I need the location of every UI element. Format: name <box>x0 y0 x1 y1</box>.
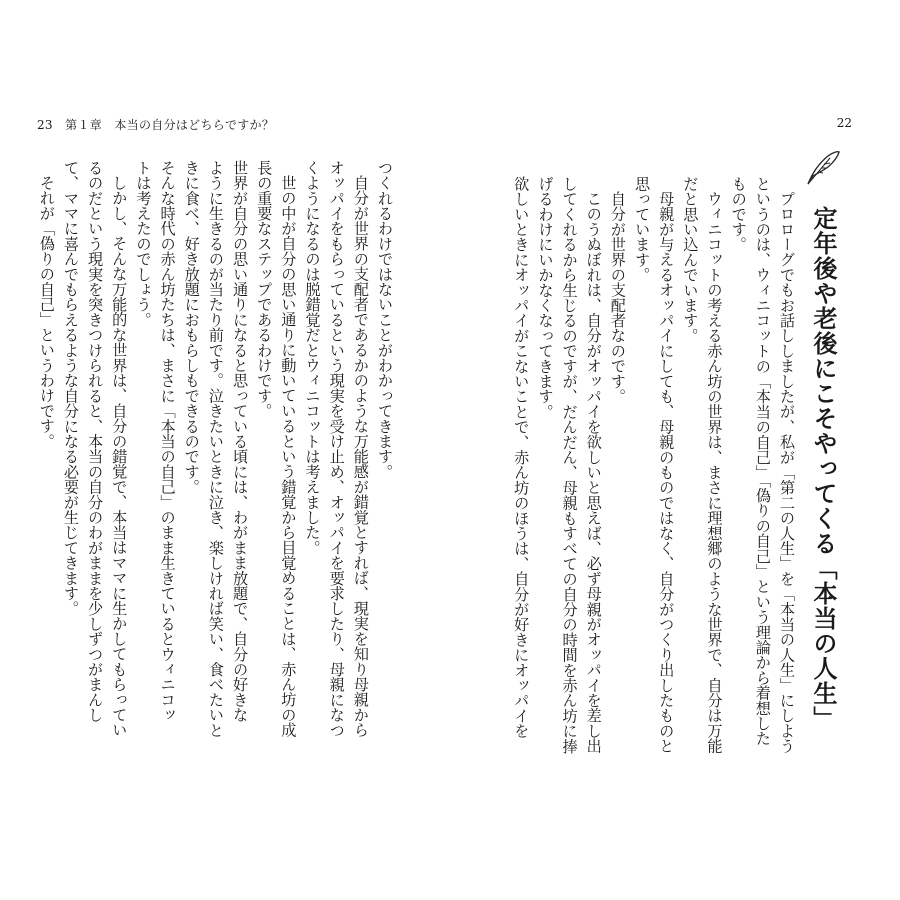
body-line: 世の中が自分の思い通りに動いているという錯覚から目覚めることは、赤ん坊の成 <box>279 175 298 738</box>
feather-quill-icon <box>802 146 842 188</box>
body-line: そんな時代の赤ん坊たちは、まさに「本当の自己」のまま生きているとウィニコッ <box>158 160 177 723</box>
body-line: トは考えたのでしょう。 <box>134 160 153 328</box>
body-line: オッパイをもらっているという現実を受け止め、オッパイを要求したり、母親になつ <box>327 160 346 738</box>
body-line: プロローグでもお話ししましたが、私が「第二の人生」を「本当の人生」にしよう <box>778 191 796 754</box>
body-line: だと思い込んでいます。 <box>681 176 700 344</box>
section-heading: 定年後や老後にこそやってくる「本当の人生」 <box>809 206 837 731</box>
body-line: げるわけにいかなくなってきます。 <box>536 176 555 420</box>
page-number: 22 <box>836 116 852 130</box>
body-line: 思っています。 <box>633 176 652 283</box>
body-line: してくれるから生じるのですが、だんだん、母親もすべての自分の時間を赤ん坊に捧 <box>560 176 579 754</box>
body-line: 欲しいときにオッパイがこないことで、赤ん坊のほうは、自分が好きにオッパイを <box>512 176 531 739</box>
body-line: ように生きるのが当たり前です。泣きたいときに泣き、楽しければ笑い、食べたいと <box>206 160 225 738</box>
left-page-body <box>35 160 397 792</box>
body-line: るのだという現実を突きつけられると、本当の自分のわがままを少しずつがまんし <box>86 160 105 723</box>
running-head: 23 第１章 本当の自分はどちらですか？ <box>37 118 275 132</box>
body-line: 自分が世界の支配者であるかのような万能感が錯覚とすれば、現実を知り母親から <box>351 175 370 738</box>
body-line: 長の重要なステップであるわけです。 <box>255 160 274 419</box>
body-line: それが「偽りの自己」というわけです。 <box>37 175 56 449</box>
body-line: ウィニコットの考える赤ん坊の世界は、まさに理想郷のような世界で、自分は万能 <box>705 191 724 754</box>
body-line: 世界が自分の思い通りになると思っている頃には、わがまま放題で、自分の好きな <box>231 160 250 723</box>
body-line: しかし、そんな万能的な世界は、自分の錯覚で、本当はママに生かしてもらってい <box>110 175 129 738</box>
body-line: 自分が世界の支配者なのです。 <box>608 191 627 404</box>
body-line: このうぬぼれは、自分がオッパイを欲しいと思えば、必ず母親がオッパイを差し出 <box>584 191 603 754</box>
body-line: きに食べ、好き放題におもらしもできるのです。 <box>182 160 201 495</box>
body-line: くようになるのは脱錯覚だとウィニコットは考えました。 <box>303 160 322 556</box>
body-line: ものです。 <box>729 176 748 252</box>
body-line: て、ママに喜んでもらえるような自分になる必要が生じてきます。 <box>61 160 80 616</box>
body-line: 母親が与えるオッパイにしても、母親のものではなく、自分がつくり出したものと <box>657 191 676 754</box>
body-line: つくれるわけではないことがわかってきます。 <box>376 160 394 480</box>
body-line: というのは、ウィニコットの「本当の自己」「偽りの自己」という理論から着想した <box>753 176 772 746</box>
right-page-body <box>504 176 799 792</box>
